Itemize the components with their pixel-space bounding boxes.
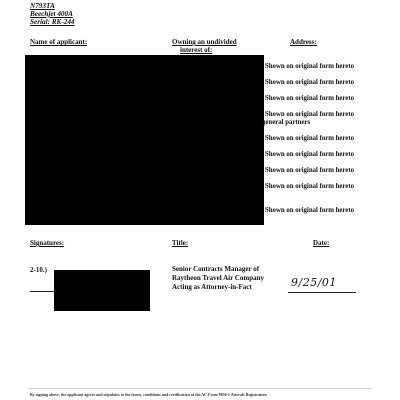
applicant-column-heading: Name of applicant: — [30, 38, 88, 46]
signer-title — [172, 265, 264, 292]
address-entry: Shown on original form hereto — [265, 111, 354, 118]
address-entry: Shown on original form hereto — [265, 95, 354, 102]
address-entry: Shown on original form hereto — [265, 167, 354, 174]
signatures-label: Signatures: — [30, 239, 65, 247]
address-entry: Shown on original form hereto — [265, 183, 354, 190]
aircraft-serial: Serial: RK-244 — [30, 18, 75, 26]
date-label: Date: — [313, 239, 330, 247]
footer-divider — [28, 388, 372, 389]
row-number: 2-10.) — [30, 266, 47, 274]
redacted-signature — [54, 270, 150, 311]
footer-certification-text: By signing above, the applicant agrees and stipulates to the terms, conditions and certification of the AC Form 8050-1 Aircraft Registration — [30, 392, 267, 397]
address-note: general partners — [262, 119, 311, 126]
redacted-applicant-block — [25, 55, 264, 225]
interest-column-heading-line2: interest of: — [180, 46, 213, 54]
signer-title-line1: Senior Contracts Manager of — [172, 265, 260, 273]
address-column-heading: Address: — [290, 38, 317, 46]
address-entry: Shown on original form hereto — [265, 151, 354, 158]
date-line — [288, 292, 356, 293]
address-entry: Shown on original form hereto — [265, 135, 354, 142]
registration-number: N793TA — [30, 2, 55, 10]
signer-title-line3: Acting as Attorney-in-Fact — [172, 283, 252, 291]
title-label: Title: — [172, 239, 189, 247]
address-entry: Shown on original form hereto — [265, 79, 354, 86]
address-entry: Shown on original form hereto — [265, 63, 354, 70]
handwritten-date: 9/25/01 — [291, 276, 337, 289]
aircraft-model: Beechjet 400A — [30, 10, 73, 18]
signer-title-line2: Raytheon Travel Air Company — [172, 274, 264, 282]
address-entry: Shown on original form hereto — [265, 207, 354, 214]
interest-column-heading-line1: Owning an undivided — [172, 38, 237, 46]
